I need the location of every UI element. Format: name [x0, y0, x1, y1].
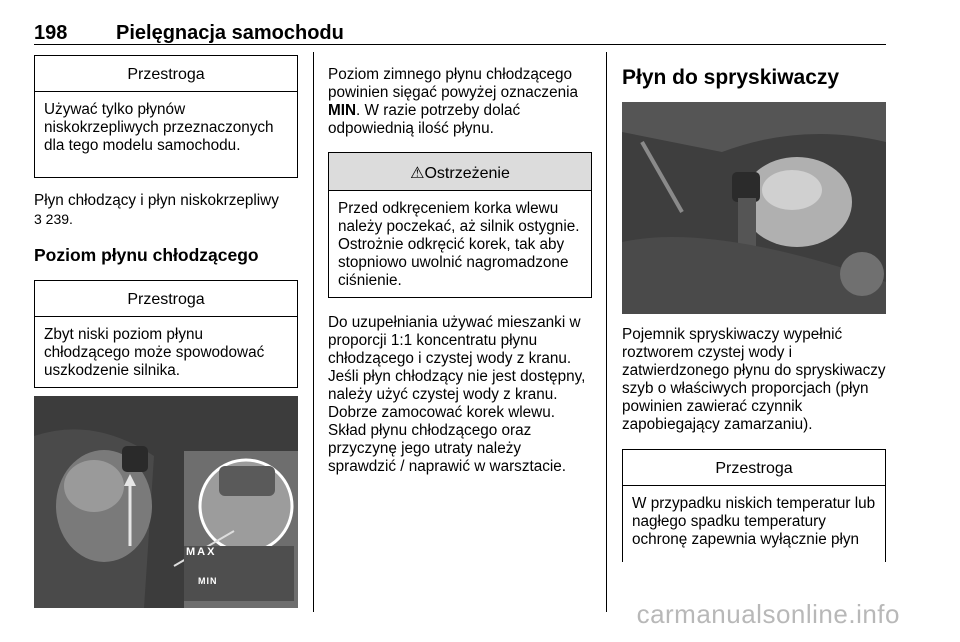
caution-text: Zbyt niski poziom płynu chłodzącego może spowodować uszkodzenie silnika.	[44, 326, 265, 379]
washer-bay-illustration	[622, 102, 886, 314]
paragraph: Do uzupełniania używać mieszanki w proporcji 1:1 koncentratu płynu chłodzącego i czystej wody z kranu. Jeśli płyn chłodzący nie jest dostępny, należy użyć czystej wody z kranu. Dobrze zamocować korek wlewu. Skład płynu chłodzącego oraz przyczynę jego utraty należy sprawdzić / naprawić w warsztacie.	[328, 314, 586, 475]
warning-text: Przed odkręceniem korka wlewu należy poczekać, aż silnik ostygnie. Ostrożnie odkręcić korek, tak aby stopniowo uwolnić nagromadzone ciśnienie.	[338, 200, 580, 289]
max-label: MAX	[186, 546, 217, 558]
washer-reservoir-photo	[622, 102, 886, 314]
column-divider	[313, 52, 314, 612]
column-divider	[606, 52, 607, 612]
caution-text: Używać tylko płynów niskokrzepliwych przeznaczonych dla tego modelu samochodu.	[44, 101, 274, 154]
paragraph	[328, 66, 592, 138]
page-number: 198	[34, 22, 68, 44]
caution-title: Przestroga	[35, 281, 297, 317]
column-1	[34, 55, 298, 608]
paragraph	[34, 192, 298, 229]
warning-title	[329, 153, 591, 191]
caution-title: Przestroga	[35, 56, 297, 92]
section-heading: Poziom płynu chłodzącego	[34, 245, 259, 265]
column-2	[328, 66, 592, 476]
caution-box	[34, 55, 298, 178]
page-reference: 3 239.	[34, 211, 73, 227]
min-marking: MIN	[328, 102, 357, 119]
caution-box	[34, 280, 298, 388]
warning-box	[328, 152, 592, 298]
warning-icon: ⚠	[410, 165, 425, 182]
caution-title: Przestroga	[623, 450, 885, 486]
min-label: MIN	[198, 576, 218, 586]
section-heading: Płyn do spryskiwaczy	[622, 66, 840, 89]
caution-text: W przypadku niskich temperatur lub nagłego spadku temperatury ochronę zapewnia wyłącznie płyn	[632, 495, 876, 548]
paragraph-text: Płyn chłodzący i płyn niskokrzepliwy	[34, 192, 279, 209]
watermark: carmanualsonline.info	[636, 599, 900, 629]
coolant-reservoir-photo	[34, 396, 298, 608]
page-title: Pielęgnacja samochodu	[116, 22, 344, 44]
paragraph: Pojemnik spryskiwaczy wypełnić roztworem czystej wody i zatwierdzonego płynu do spryskiwaczy szyb o właściwych proporcjach (płyn powinien zawierać czynnik zapobiegający zamarzaniu).	[622, 326, 886, 433]
column-3	[622, 66, 886, 562]
warning-title-text: Ostrzeżenie	[424, 165, 510, 182]
paragraph-text: . W razie potrzeby dolać odpowiednią ilość płynu.	[328, 102, 521, 137]
engine-bay-illustration	[34, 396, 298, 608]
page-header	[34, 6, 886, 45]
caution-box	[622, 449, 886, 562]
paragraph-text: Poziom zimnego płynu chłodzącego powinien sięgać powyżej oznaczenia	[328, 66, 579, 101]
